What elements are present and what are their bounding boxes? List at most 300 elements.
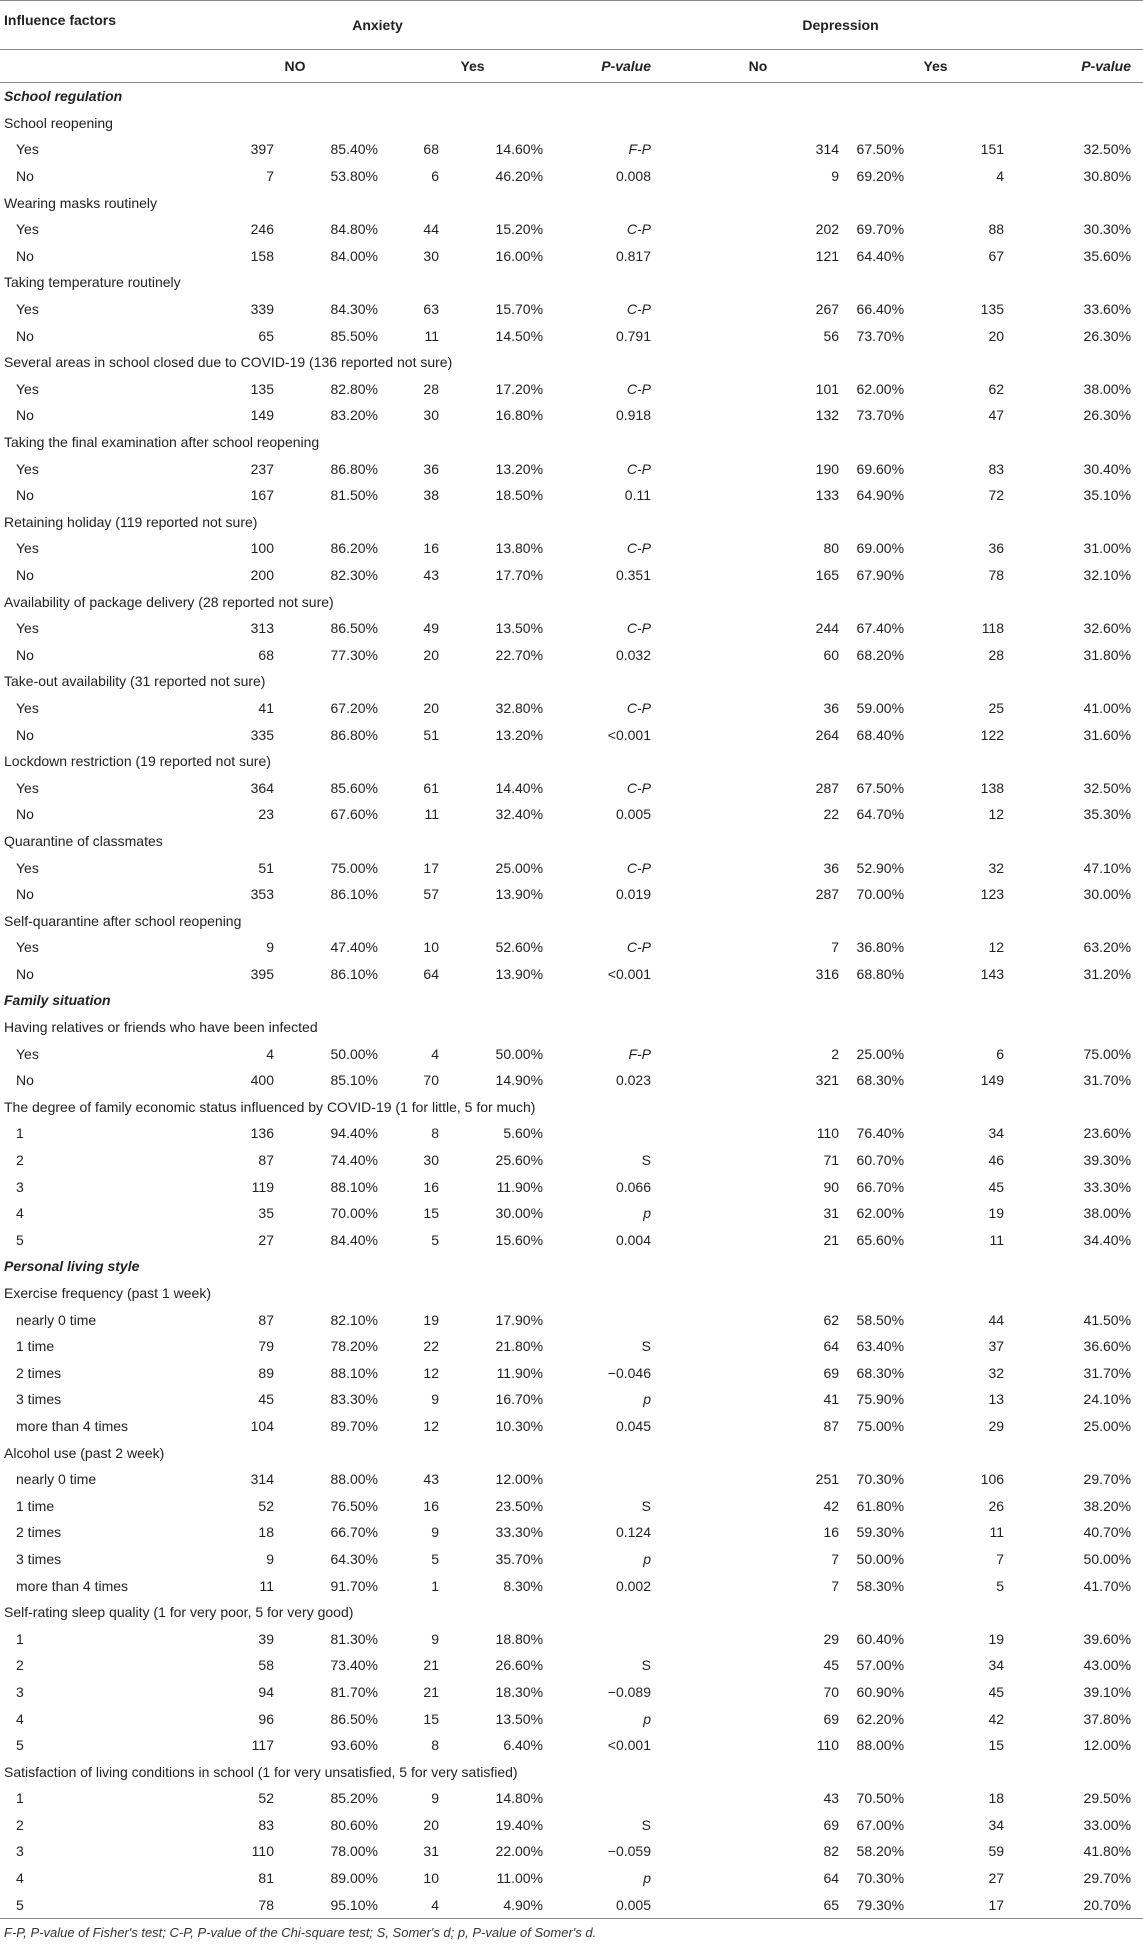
depression-no-count: 65: [823, 1896, 840, 1913]
column-gap: [663, 1519, 751, 1546]
anxiety-yes-percent: 13.90%: [495, 886, 544, 903]
depression-no-percent: 73.70%: [856, 327, 905, 344]
depression-yes-percent: 38.20%: [1083, 1497, 1132, 1514]
anxiety-yes-count: 8: [431, 1125, 439, 1142]
depression-yes-count: 123: [980, 886, 1005, 903]
column-gap: [663, 1891, 751, 1918]
anxiety-no-percent: 83.20%: [330, 407, 378, 424]
depression-no-count: 314: [815, 141, 840, 158]
depression-yes-count: 72: [988, 487, 1005, 504]
anxiety-no-percent: 73.40%: [330, 1657, 378, 1674]
anxiety-yes-percent: 17.20%: [495, 380, 544, 397]
depression-header: Depression: [663, 1, 1018, 50]
factor-title: Lockdown restriction (19 reported not sure): [4, 753, 271, 770]
anxiety-no-count: 79: [258, 1338, 274, 1355]
depression-no-count: 21: [823, 1231, 840, 1248]
factor-group-row: [0, 1014, 1143, 1041]
anxiety-no-percent: 81.30%: [330, 1630, 378, 1647]
section-title: Family situation: [4, 992, 111, 1009]
anxiety-no-percent: 88.10%: [330, 1364, 378, 1381]
anxiety-p-value: p: [643, 1710, 652, 1727]
column-gap: [663, 1120, 751, 1147]
depression-yes-percent: 35.60%: [1083, 247, 1132, 264]
depression-no-count: 133: [815, 487, 840, 504]
factor-title: Exercise frequency (past 1 week): [4, 1285, 211, 1302]
row-label: 2: [16, 1657, 24, 1674]
anxiety-yes-percent: 50.00%: [495, 1045, 544, 1062]
table-row: [0, 961, 1143, 988]
anxiety-yes-count: 1: [431, 1577, 439, 1594]
anxiety-yes-count: 63: [423, 301, 439, 318]
column-gap: [663, 615, 751, 642]
row-label: Yes: [16, 620, 39, 637]
depression-no-percent: 64.40%: [856, 247, 905, 264]
anxiety-no-header: NO: [200, 50, 390, 83]
depression-yes-percent: 32.50%: [1083, 141, 1132, 158]
anxiety-yes-count: 64: [423, 965, 439, 982]
anxiety-no-percent: 67.60%: [330, 806, 378, 823]
table-row: [0, 695, 1143, 722]
column-gap: [663, 216, 751, 243]
depression-yes-count: 47: [988, 407, 1005, 424]
anxiety-yes-count: 10: [423, 1870, 439, 1887]
depression-no-count: 110: [816, 1737, 840, 1754]
anxiety-p-value: S: [641, 1657, 652, 1674]
anxiety-no-percent: 84.40%: [330, 1231, 378, 1248]
depression-yes-count: 7: [996, 1550, 1005, 1567]
table-row: [0, 562, 1143, 589]
anxiety-no-count: 27: [258, 1231, 274, 1248]
factor-title: Several areas in school closed due to COVID-19 (136 reported not sure): [4, 354, 453, 371]
depression-no-count: 190: [815, 460, 840, 477]
anxiety-no-count: 100: [250, 540, 274, 557]
anxiety-yes-percent: 13.20%: [495, 726, 544, 743]
anxiety-yes-percent: 30.00%: [495, 1205, 544, 1222]
row-label: Yes: [16, 460, 39, 477]
depression-yes-percent: 29.70%: [1083, 1471, 1132, 1488]
factor-group-row: [0, 1094, 1143, 1121]
depression-yes-percent: 12.00%: [1083, 1737, 1132, 1754]
anxiety-no-percent: 81.50%: [330, 487, 378, 504]
factor-group-row: [0, 907, 1143, 934]
depression-no-percent: 67.50%: [856, 779, 905, 796]
row-label: Yes: [16, 221, 39, 238]
anxiety-no-count: 18: [258, 1524, 274, 1541]
anxiety-no-percent: 64.30%: [330, 1550, 378, 1567]
row-label: 4: [16, 1870, 24, 1887]
row-label: 2 times: [16, 1364, 62, 1381]
depression-yes-count: 18: [988, 1790, 1005, 1807]
depression-yes-count: 34: [988, 1657, 1005, 1674]
anxiety-yes-count: 16: [423, 1178, 439, 1195]
depression-no-count: 22: [823, 806, 840, 823]
anxiety-yes-count: 9: [431, 1790, 439, 1807]
anxiety-no-percent: 82.10%: [330, 1311, 378, 1328]
anxiety-yes-percent: 15.60%: [495, 1231, 544, 1248]
depression-no-percent: 64.90%: [856, 487, 905, 504]
anxiety-yes-percent: 12.00%: [495, 1471, 544, 1488]
footnote: F-P, P-value of Fisher's test; C-P, P-value of the Chi-square test; S, Somer's d; p, P-value of Somer's d.: [0, 1918, 1143, 1946]
column-gap: [663, 1466, 751, 1493]
row-label: 1 time: [16, 1338, 55, 1355]
anxiety-p-value: C-P: [626, 620, 652, 637]
table-row: [0, 376, 1143, 403]
depression-yes-count: 122: [980, 726, 1005, 743]
column-gap: [663, 1413, 751, 1440]
table-row: [0, 1360, 1143, 1387]
depression-yes-percent: 38.00%: [1083, 380, 1132, 397]
depression-yes-count: 42: [988, 1710, 1005, 1727]
depression-yes-count: 17: [988, 1896, 1005, 1913]
depression-yes-percent: 37.80%: [1083, 1710, 1132, 1727]
anxiety-p-value: 0.032: [615, 646, 652, 663]
depression-yes-count: 34: [988, 1816, 1005, 1833]
row-label: No: [16, 1072, 34, 1089]
depression-no-percent: 67.00%: [856, 1816, 905, 1833]
anxiety-no-percent: 83.30%: [330, 1391, 378, 1408]
depression-no-percent: 65.60%: [856, 1231, 905, 1248]
factor-title: Self-quarantine after school reopening: [4, 912, 242, 929]
table-row: [0, 1386, 1143, 1413]
anxiety-no-percent: 66.70%: [330, 1524, 378, 1541]
table-row: [0, 1705, 1143, 1732]
depression-yes-percent: 30.40%: [1083, 460, 1132, 477]
depression-no-count: 69: [823, 1710, 840, 1727]
depression-yes-percent: 26.30%: [1083, 407, 1132, 424]
anxiety-yes-percent: 25.60%: [495, 1152, 544, 1169]
anxiety-no-count: 65: [258, 327, 274, 344]
anxiety-no-count: 237: [250, 460, 274, 477]
table-row: [0, 615, 1143, 642]
anxiety-no-count: 313: [250, 620, 274, 637]
table-row: [0, 1306, 1143, 1333]
footnote-row: [0, 1918, 1143, 1946]
section-title: Personal living style: [4, 1258, 140, 1275]
section-header-row: [0, 1253, 1143, 1280]
depression-yes-count: 135: [980, 301, 1005, 318]
table-row: [0, 1865, 1143, 1892]
column-gap: [663, 961, 751, 988]
factor-group-row: [0, 1280, 1143, 1307]
anxiety-yes-percent: 18.30%: [495, 1683, 544, 1700]
depression-no-percent: 59.30%: [856, 1524, 905, 1541]
anxiety-yes-header: Yes: [390, 50, 555, 83]
depression-no-count: 70: [823, 1683, 840, 1700]
anxiety-no-count: 400: [250, 1072, 274, 1089]
anxiety-yes-percent: 18.80%: [495, 1630, 544, 1647]
anxiety-yes-percent: 23.50%: [495, 1497, 544, 1514]
anxiety-yes-percent: 14.60%: [495, 141, 544, 158]
table-row: [0, 1546, 1143, 1573]
column-gap: [663, 721, 751, 748]
anxiety-no-percent: 88.00%: [330, 1471, 378, 1488]
depression-no-percent: 68.80%: [856, 965, 905, 982]
depression-yes-percent: 31.70%: [1083, 1072, 1132, 1089]
depression-no-count: 42: [823, 1497, 840, 1514]
anxiety-no-percent: 85.20%: [330, 1790, 378, 1807]
depression-no-percent: 75.00%: [856, 1417, 905, 1434]
factor-group-row: [0, 429, 1143, 456]
depression-no-count: 7: [831, 1550, 840, 1567]
depression-no-count: 244: [815, 620, 840, 637]
anxiety-no-percent: 85.50%: [330, 327, 378, 344]
row-label: 1 time: [16, 1497, 55, 1514]
column-gap: [663, 1838, 751, 1865]
depression-no-percent: 88.00%: [856, 1737, 905, 1754]
anxiety-yes-percent: 15.70%: [495, 301, 544, 318]
depression-no-percent: 62.00%: [856, 1205, 905, 1222]
anxiety-yes-count: 9: [431, 1524, 439, 1541]
anxiety-yes-count: 15: [423, 1205, 439, 1222]
table-row: [0, 1572, 1143, 1599]
depression-no-count: 64: [823, 1870, 840, 1887]
anxiety-yes-count: 16: [423, 540, 439, 557]
column-gap: [663, 1679, 751, 1706]
depression-yes-count: 78: [988, 566, 1005, 583]
factor-title: Satisfaction of living conditions in school (1 for very unsatisfied, 5 for very satisfied): [4, 1763, 518, 1780]
depression-yes-percent: 39.10%: [1083, 1683, 1132, 1700]
anxiety-p-value: 0.004: [615, 1231, 652, 1248]
depression-no-count: 60: [823, 646, 840, 663]
depression-yes-percent: 39.30%: [1083, 1152, 1132, 1169]
row-label: 2: [16, 1152, 24, 1169]
anxiety-p-value: S: [641, 1338, 652, 1355]
column-gap: [663, 1227, 751, 1254]
anxiety-yes-percent: 32.40%: [495, 806, 544, 823]
row-label: 3 times: [16, 1391, 62, 1408]
anxiety-yes-percent: 32.80%: [495, 699, 544, 716]
column-gap: [663, 1067, 751, 1094]
anxiety-no-percent: 86.80%: [330, 726, 378, 743]
anxiety-yes-percent: 22.00%: [495, 1843, 544, 1860]
depression-no-percent: 59.00%: [856, 699, 905, 716]
depression-no-count: 43: [823, 1790, 840, 1807]
factor-group-row: [0, 668, 1143, 695]
anxiety-no-count: 94: [258, 1683, 274, 1700]
anxiety-yes-percent: 16.70%: [495, 1391, 544, 1408]
anxiety-no-percent: 95.10%: [330, 1896, 378, 1913]
depression-yes-percent: 32.10%: [1083, 566, 1132, 583]
row-label: 3: [16, 1683, 24, 1700]
depression-yes-percent: 30.00%: [1083, 886, 1132, 903]
anxiety-yes-count: 51: [423, 726, 439, 743]
depression-yes-count: 45: [988, 1683, 1005, 1700]
table-row: [0, 402, 1143, 429]
depression-no-percent: 76.40%: [856, 1125, 905, 1142]
anxiety-no-percent: 78.00%: [330, 1843, 378, 1860]
table-row: [0, 721, 1143, 748]
anxiety-p-value: C-P: [626, 301, 652, 318]
anxiety-yes-percent: 13.50%: [495, 620, 544, 637]
column-gap: [663, 1732, 751, 1759]
depression-no-percent: 79.30%: [856, 1896, 905, 1913]
depression-yes-percent: 43.00%: [1083, 1657, 1132, 1674]
anxiety-yes-count: 17: [423, 859, 439, 876]
factor-group-row: [0, 189, 1143, 216]
anxiety-p-value: <0.001: [607, 1737, 652, 1754]
row-label: Yes: [16, 939, 39, 956]
anxiety-p-value: C-P: [626, 699, 652, 716]
anxiety-no-percent: 86.80%: [330, 460, 378, 477]
column-gap: [663, 163, 751, 190]
depression-yes-percent: 31.70%: [1083, 1364, 1132, 1381]
factor-title: Self-rating sleep quality (1 for very poor, 5 for very good): [4, 1604, 354, 1621]
anxiety-yes-count: 12: [423, 1364, 439, 1381]
row-label: 2: [16, 1816, 24, 1833]
anxiety-yes-count: 70: [423, 1072, 439, 1089]
depression-yes-count: 25: [988, 699, 1005, 716]
anxiety-p-value: C-P: [626, 859, 652, 876]
depression-no-percent: 66.70%: [856, 1178, 905, 1195]
anxiety-p-value: 0.351: [615, 566, 652, 583]
depression-yes-percent: 31.80%: [1083, 646, 1132, 663]
anxiety-yes-percent: 14.40%: [495, 779, 544, 796]
anxiety-yes-count: 30: [423, 247, 439, 264]
depression-no-percent: 57.00%: [856, 1657, 905, 1674]
anxiety-p-value: [555, 1466, 663, 1493]
table-row: [0, 1040, 1143, 1067]
depression-no-percent: 67.50%: [856, 141, 905, 158]
anxiety-p-value: S: [641, 1152, 652, 1169]
anxiety-yes-count: 6: [431, 168, 439, 185]
depression-no-count: 80: [823, 540, 840, 557]
depression-no-count: 7: [831, 1577, 840, 1594]
anxiety-p-value: −0.046: [607, 1364, 652, 1381]
anxiety-p-value: 0.023: [615, 1072, 652, 1089]
anxiety-no-count: 7: [266, 168, 274, 185]
depression-no-percent: 70.00%: [856, 886, 905, 903]
anxiety-yes-percent: 17.70%: [495, 566, 544, 583]
row-label: 3 times: [16, 1550, 62, 1567]
depression-yes-percent: 30.80%: [1083, 168, 1132, 185]
anxiety-no-count: 9: [266, 939, 274, 956]
depression-no-count: 31: [823, 1205, 840, 1222]
depression-no-percent: 75.90%: [856, 1391, 905, 1408]
depression-yes-percent: 38.00%: [1083, 1205, 1132, 1222]
row-label: nearly 0 time: [16, 1311, 97, 1328]
depression-no-count: 287: [815, 886, 840, 903]
row-label: 5: [16, 1737, 24, 1754]
anxiety-no-count: 87: [258, 1152, 274, 1169]
anxiety-no-count: 395: [250, 965, 274, 982]
anxiety-p-value: C-P: [626, 380, 652, 397]
row-label: Yes: [16, 699, 39, 716]
anxiety-p-value: p: [643, 1391, 652, 1408]
anxiety-yes-count: 22: [423, 1338, 439, 1355]
anxiety-no-percent: 85.10%: [330, 1072, 378, 1089]
depression-yes-percent: 41.80%: [1083, 1843, 1132, 1860]
depression-yes-count: 20: [988, 327, 1005, 344]
column-gap: [663, 376, 751, 403]
table-row: [0, 801, 1143, 828]
depression-no-percent: 68.30%: [856, 1072, 905, 1089]
table-row: [0, 243, 1143, 270]
anxiety-p-value: C-P: [626, 779, 652, 796]
row-label: 4: [16, 1710, 24, 1727]
anxiety-no-percent: 89.70%: [330, 1417, 378, 1434]
depression-yes-count: 138: [980, 779, 1005, 796]
row-label: No: [16, 726, 34, 743]
depression-yes-percent: 33.60%: [1083, 301, 1132, 318]
row-label: 5: [16, 1231, 24, 1248]
anxiety-no-count: 397: [250, 141, 274, 158]
depression-no-percent: 73.70%: [856, 407, 905, 424]
anxiety-p-value: C-P: [626, 460, 652, 477]
table-row: [0, 1147, 1143, 1174]
depression-yes-count: 37: [988, 1338, 1005, 1355]
anxiety-p-value: F-P: [628, 1045, 652, 1062]
anxiety-no-count: 104: [250, 1417, 274, 1434]
anxiety-no-count: 136: [250, 1125, 274, 1142]
anxiety-yes-count: 10: [423, 939, 439, 956]
anxiety-p-value: 0.005: [615, 806, 652, 823]
section-header-row: [0, 83, 1143, 110]
depression-yes-percent: 31.60%: [1083, 726, 1132, 743]
column-gap: [663, 1812, 751, 1839]
table-row: [0, 322, 1143, 349]
column-gap: [663, 1652, 751, 1679]
anxiety-yes-percent: 14.80%: [495, 1790, 544, 1807]
depression-yes-count: 34: [988, 1125, 1005, 1142]
depression-yes-percent: 29.50%: [1083, 1790, 1132, 1807]
anxiety-yes-count: 43: [423, 566, 439, 583]
depression-no-count: 87: [823, 1417, 840, 1434]
depression-no-percent: 69.70%: [856, 221, 905, 238]
depression-yes-count: 143: [980, 965, 1005, 982]
depression-yes-percent: 35.10%: [1083, 487, 1132, 504]
depression-yes-percent: 32.60%: [1083, 620, 1132, 637]
depression-yes-percent: 31.20%: [1083, 965, 1132, 982]
anxiety-no-percent: 80.60%: [330, 1816, 378, 1833]
anxiety-no-count: 149: [250, 407, 274, 424]
anxiety-yes-percent: 15.20%: [495, 221, 544, 238]
anxiety-header: Anxiety: [200, 1, 555, 50]
section-title: School regulation: [4, 88, 123, 105]
depression-yes-percent: 39.60%: [1083, 1630, 1132, 1647]
depression-no-count: 101: [815, 380, 840, 397]
anxiety-no-percent: 86.10%: [330, 886, 378, 903]
depression-yes-percent: 41.70%: [1083, 1577, 1132, 1594]
factor-title: The degree of family economic status influenced by COVID-19 (1 for little, 5 for much): [4, 1098, 536, 1115]
anxiety-yes-count: 9: [431, 1391, 439, 1408]
depression-no-count: 7: [831, 939, 840, 956]
factor-group-row: [0, 1599, 1143, 1626]
anxiety-no-count: 11: [259, 1577, 274, 1594]
anxiety-yes-percent: 14.50%: [495, 327, 544, 344]
anxiety-no-percent: 86.20%: [330, 540, 378, 557]
anxiety-yes-count: 5: [431, 1550, 439, 1567]
depression-yes-count: 19: [988, 1205, 1005, 1222]
depression-no-percent: 60.90%: [856, 1683, 905, 1700]
anxiety-no-count: 339: [250, 301, 274, 318]
column-gap: [663, 482, 751, 509]
anxiety-p-value: 0.002: [615, 1577, 652, 1594]
depression-yes-count: 15: [988, 1737, 1005, 1754]
depression-no-percent: 69.60%: [856, 460, 905, 477]
depression-no-percent: 52.90%: [856, 859, 905, 876]
anxiety-no-count: 23: [258, 806, 274, 823]
column-gap: [663, 1785, 751, 1812]
depression-yes-count: 11: [989, 1231, 1005, 1248]
column-gap: [663, 1705, 751, 1732]
depression-no-count: 45: [823, 1657, 840, 1674]
table-row: [0, 296, 1143, 323]
depression-no-percent: 60.40%: [856, 1630, 905, 1647]
depression-yes-count: 83: [988, 460, 1005, 477]
table-row: [0, 1625, 1143, 1652]
anxiety-no-percent: 91.70%: [330, 1577, 378, 1594]
anxiety-no-percent: 86.10%: [330, 965, 378, 982]
